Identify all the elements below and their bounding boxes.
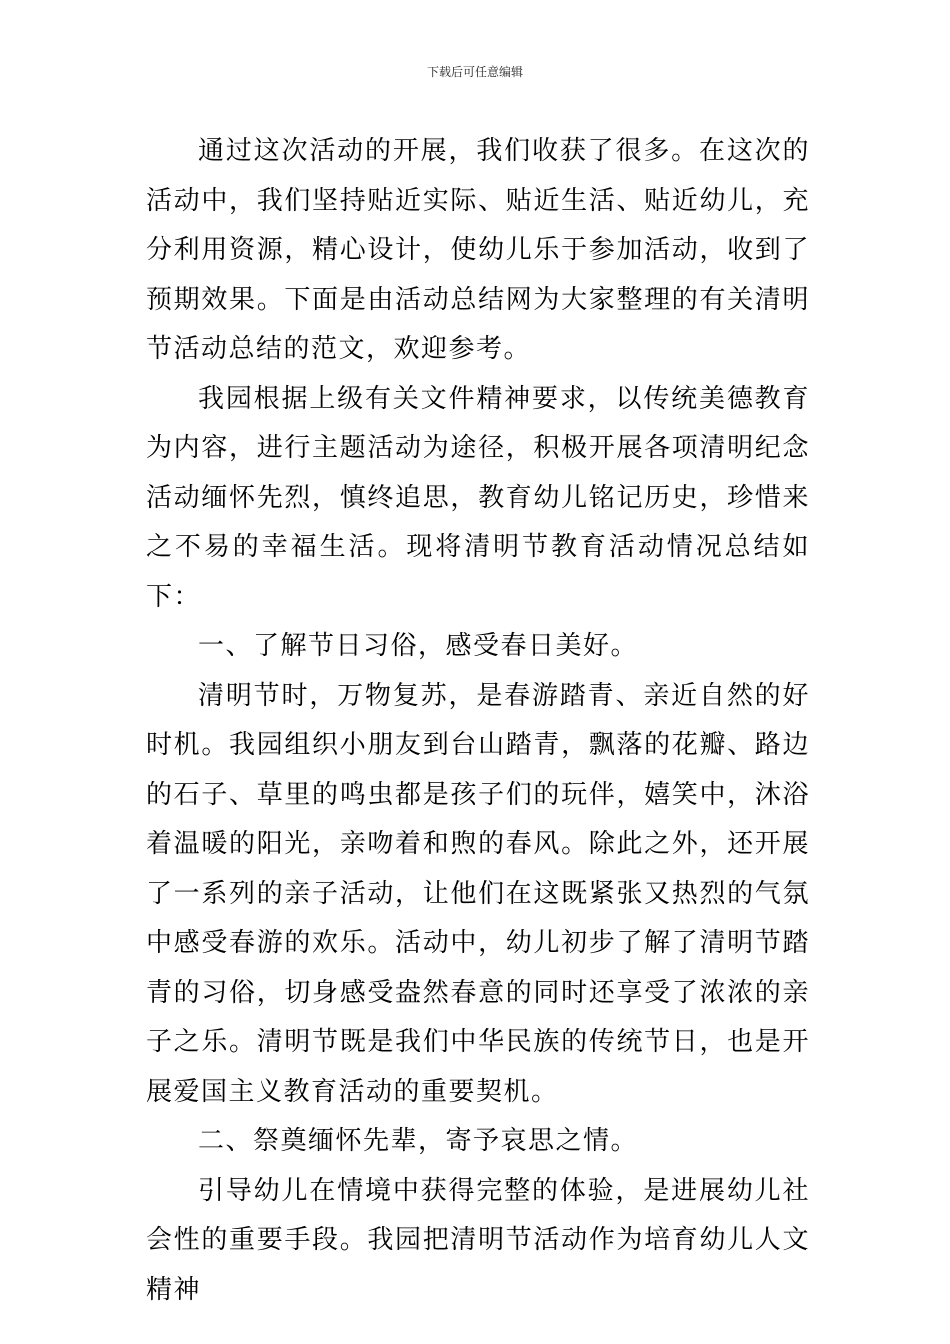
paragraph-overview: 我园根据上级有关文件精神要求，以传统美德教育为内容，进行主题活动为途径，积极开展各项清明纪念活动缅怀先烈，慎终追思，教育幼儿铭记历史，珍惜来之不易的幸福生活。现将清明节教育活动情况总结如下： bbox=[146, 383, 810, 612]
document-body bbox=[146, 127, 810, 1315]
section-heading-2: 二、祭奠缅怀先辈，寄予哀思之情。 bbox=[198, 1126, 639, 1156]
paragraph-section-1: 清明节时，万物复苏，是春游踏青、亲近自然的好时机。我园组织小朋友到台山踏青，飘落的花瓣、路边的石子、草里的鸣虫都是孩子们的玩伴，嬉笑中，沐浴着温暖的阳光，亲吻着和煦的春风。除此之外，还开展了一系列的亲子活动，让他们在这既紧张又热烈的气氛中感受春游的欢乐。活动中，幼儿初步了解了清明节踏青的习俗，切身感受盎然春意的同时还享受了浓浓的亲子之乐。清明节既是我们中华民族的传统节日，也是开展爱国主义教育活动的重要契机。 bbox=[146, 680, 810, 1107]
paragraph-section-2: 引导幼儿在情境中获得完整的体验，是进展幼儿社会性的重要手段。我园把清明节活动作为培育幼儿人文精神 bbox=[146, 1175, 810, 1305]
page-header-note: 下载后可任意编辑 bbox=[426, 65, 523, 79]
section-heading-1: 一、了解节日习俗，感受春日美好。 bbox=[198, 631, 639, 661]
paragraph-intro: 通过这次活动的开展，我们收获了很多。在这次的活动中，我们坚持贴近实际、贴近生活、贴近幼儿，充分利用资源，精心设计，使幼儿乐于参加活动，收到了预期效果。下面是由活动总结网为大家整理的有关清明节活动总结的范文，欢迎参考。 bbox=[146, 136, 810, 364]
